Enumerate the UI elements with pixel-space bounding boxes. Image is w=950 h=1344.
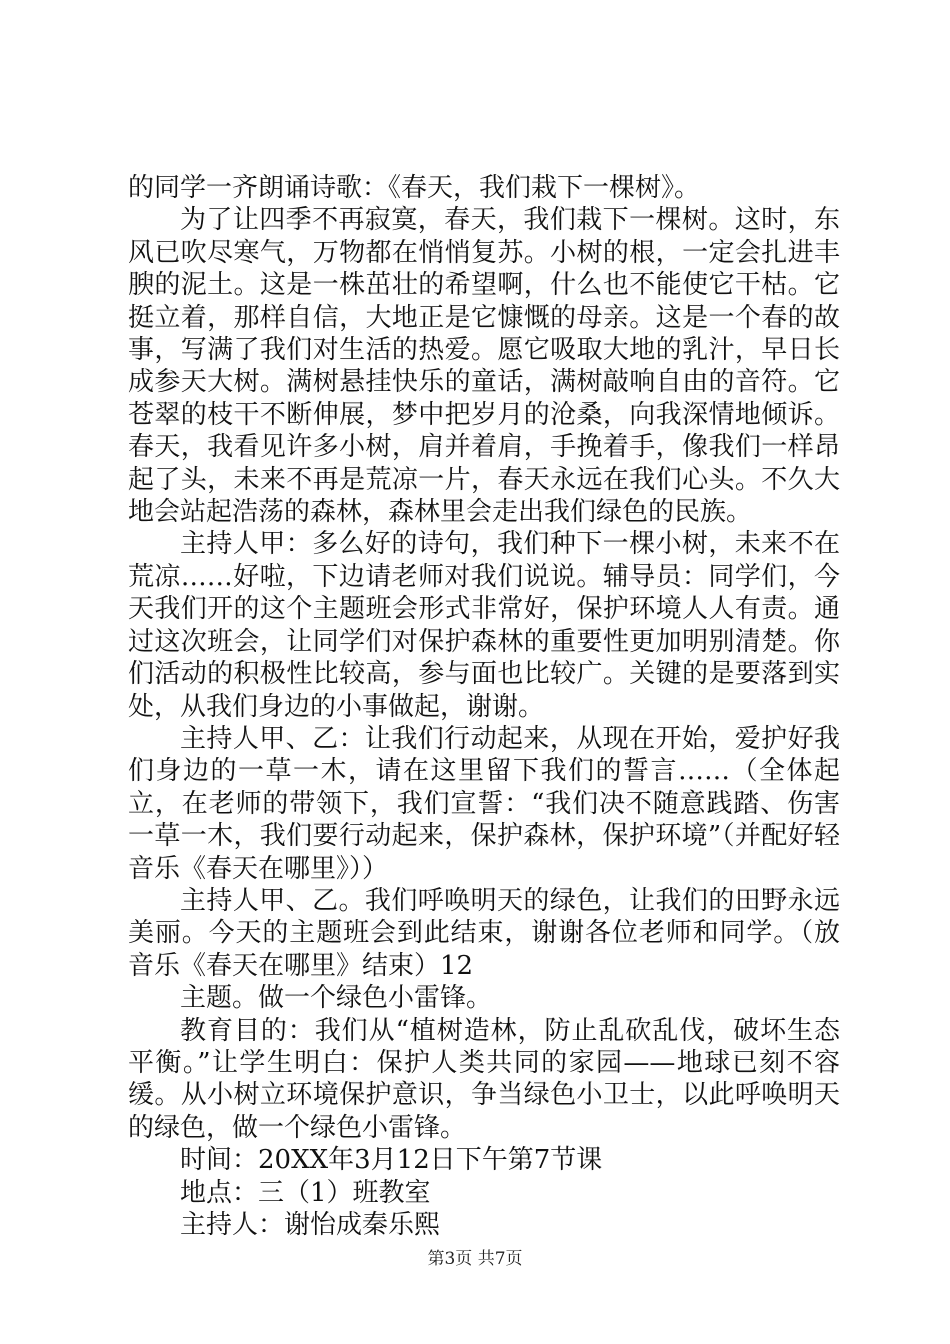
paragraph-location: 地点：三（1）班教室: [180, 1177, 431, 1208]
paragraph-closing: 主持人甲、乙。我们呼唤明天的绿色，让我们的田野永远美丽。今天的主题班会到此结束，谢谢各位老师和同学。（放音乐《春天在哪里》结束）12: [128, 885, 840, 981]
paragraph-education-goal: 教育目的：我们从“植树造林，防止乱砍乱伐，破坏生态平衡。”让学生明白：保护人类共同的家园——地球已刻不容缓。从小树立环境保护意识，争当绿色小卫士，以此呼唤明天的绿色，做一个绿色小雷锋。: [128, 1015, 840, 1143]
paragraph-theme: 主题。做一个绿色小雷锋。: [180, 983, 493, 1014]
document-body: [128, 172, 840, 1241]
paragraph-poem: 为了让四季不再寂寞，春天，我们栽下一棵树。这时，东风已吹尽寒气，万物都在悄悄复苏。小树的根，一定会扎进丰腴的泥土。这是一株茁壮的希望啊，什么也不能使它干枯。它挺立着，那样自信，大地正是它慷慨的母亲。这是一个春的故事，写满了我们对生活的热爱。愿它吸取大地的乳汁，早日长成参天大树。满树悬挂快乐的童话，满树敲响自由的音符。它苍翠的枝干不断伸展，梦中把岁月的沧桑，向我深情地倾诉。春天，我看见许多小树，肩并着肩，手挽着手，像我们一样昂起了头，未来不再是荒凉一片，春天永远在我们心头。不久大地会站起浩荡的森林，森林里会走出我们绿色的民族。: [128, 205, 840, 528]
paragraph-time: 时间：20XX年3月12日下午第7节课: [180, 1145, 603, 1176]
paragraph-1: 的同学一齐朗诵诗歌：《春天，我们栽下一棵树》。: [128, 173, 701, 203]
page-number-footer: 第3页 共7页: [427, 1249, 523, 1269]
paragraph-oath: 主持人甲、乙：让我们行动起来，从现在开始，爱护好我们身边的一草一木，请在这里留下我们的誓言……（全体起立，在老师的带领下，我们宣誓：“我们决不随意践踏、伤害一草一木，我们要行动起来，保护森林，保护环境”（并配好轻音乐《春天在哪里》））: [128, 723, 840, 884]
paragraph-hosts: 主持人：谢怡成秦乐熙: [180, 1210, 441, 1240]
paragraph-host-a-speech: 主持人甲：多么好的诗句，我们种下一棵小树，未来不在荒凉……好啦，下边请老师对我们说说。辅导员：同学们，今天我们开的这个主题班会形式非常好，保护环境人人有责。通过这次班会，让同学们对保护森林的重要性更加明别清楚。你们活动的积极性比较高，参与面也比较广。关键的是要落到实处，从我们身边的小事做起，谢谢。: [128, 529, 840, 722]
